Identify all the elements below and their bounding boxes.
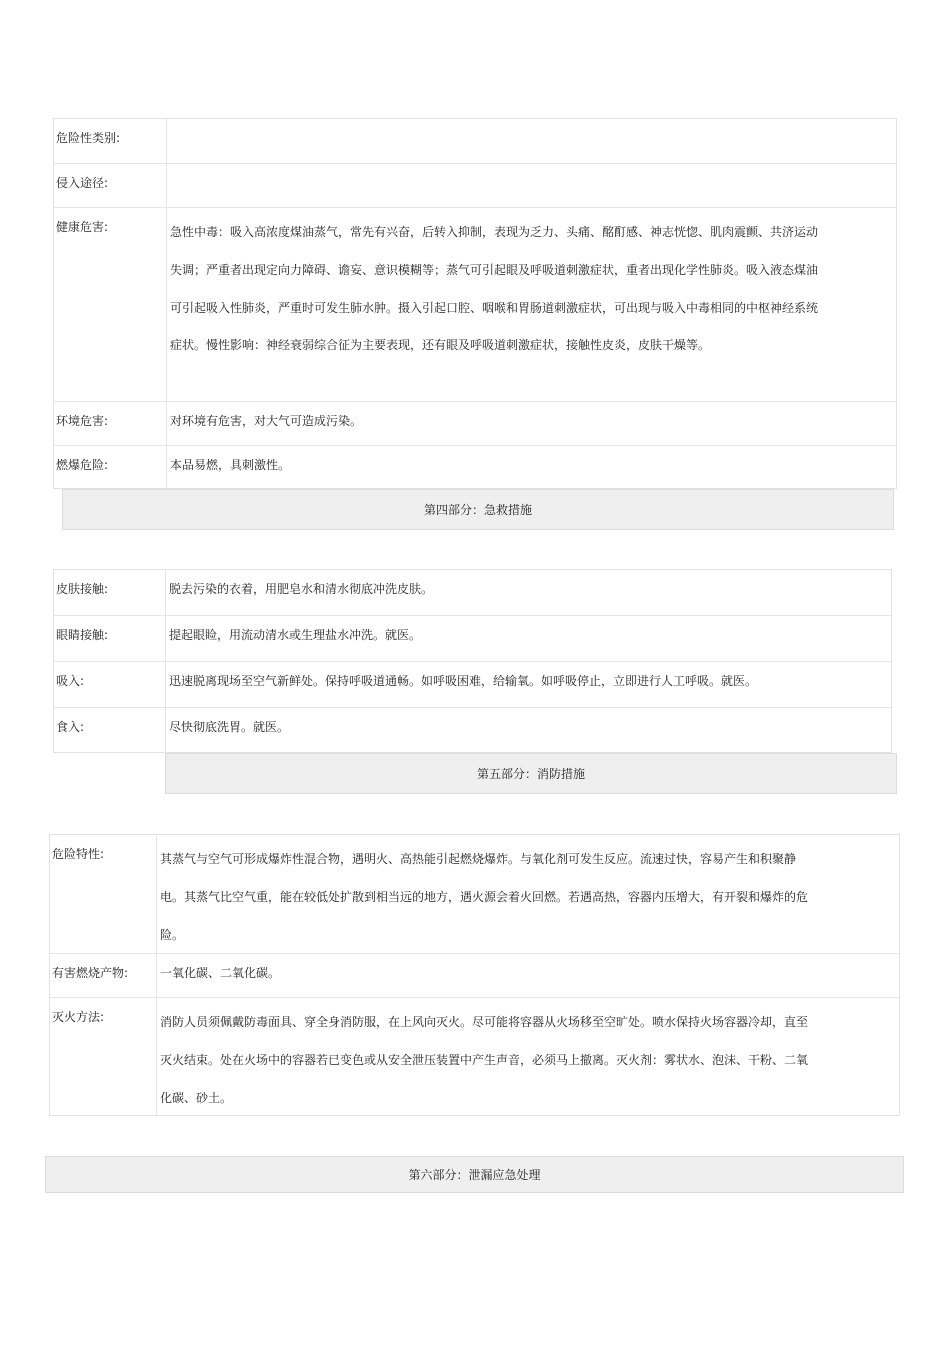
- table-row: [54, 616, 891, 662]
- row-value: 对环境有危害，对大气可造成污染。: [170, 414, 363, 428]
- row-label: 健康危害:: [54, 208, 167, 401]
- row-value: [167, 119, 896, 163]
- row-value: 急性中毒：吸入高浓度煤油蒸气，常先有兴奋，后转入抑制，表现为乏力、头痛、酩酊感、神志恍惚、肌肉震颤、共济运动失调；严重者出现定向力障碍、谵妄、意识模糊等；蒸气可引起眼及呼吸道刺激症状，重者出现化学性肺炎。吸入液态煤油可引起吸入性肺炎，严重时可发生肺水肿。摄入引起口腔、咽喉和胃肠道刺激症状，可出现与吸入中毒相同的中枢神经系统症状。慢性影响：神经衰弱综合征为主要表现，还有眼及呼吸道刺激症状，接触性皮炎，皮肤干燥等。: [170, 225, 819, 353]
- row-value: 消防人员须佩戴防毒面具、穿全身消防服，在上风向灭火。尽可能将容器从火场移至空旷处。喷水保持火场容器冷却，直至灭火结束。处在火场中的容器若已变色或从安全泄压装置中产生声音，必须马上撤离。灭火剂：雾状水、泡沫、干粉、二氧化碳、砂土。: [160, 1015, 809, 1105]
- table-row: [54, 662, 891, 708]
- row-value: 其蒸气与空气可形成爆炸性混合物，遇明火、高热能引起燃烧爆炸。与氧化剂可发生反应。流速过快，容易产生和积聚静电。其蒸气比空气重，能在较低处扩散到相当远的地方，遇火源会着火回燃。若遇高热，容器内压增大，有开裂和爆炸的危险。: [160, 852, 809, 942]
- row-label: 危险特性:: [50, 835, 157, 953]
- row-label: 有害燃烧产物:: [50, 954, 157, 997]
- row-label: 眼睛接触:: [54, 616, 166, 661]
- first-aid-table: [53, 569, 892, 753]
- row-value: [167, 164, 896, 207]
- table-row: [54, 119, 896, 164]
- table-row: [50, 954, 899, 998]
- row-label: 灭火方法:: [50, 998, 157, 1117]
- fire-fighting-table: [49, 834, 900, 1116]
- hazard-table: [53, 118, 897, 489]
- section-heading: [62, 489, 894, 530]
- row-label: 燃爆危险:: [54, 446, 167, 490]
- row-label: 危险性类别:: [54, 119, 167, 163]
- table-row: [54, 164, 896, 208]
- row-value: 一氧化碳、二氧化碳。: [160, 966, 281, 980]
- table-row: [54, 446, 896, 490]
- table-row: [54, 708, 891, 754]
- table-row: [54, 402, 896, 446]
- row-label: 环境危害:: [54, 402, 167, 445]
- table-row: [54, 208, 896, 402]
- row-value: 尽快彻底洗胃。就医。: [169, 720, 290, 734]
- row-label: 吸入:: [54, 662, 166, 707]
- row-label: 皮肤接触:: [54, 570, 166, 615]
- row-value: 迅速脱离现场至空气新鲜处。保持呼吸道通畅。如呼吸困难，给输氧。如呼吸停止，立即进行人工呼吸。就医。: [169, 674, 758, 688]
- row-label: 食入:: [54, 708, 166, 754]
- row-value: 提起眼睑，用流动清水或生理盐水冲洗。就医。: [169, 628, 422, 642]
- section-heading: [165, 753, 897, 794]
- table-row: [54, 570, 891, 616]
- row-label: 侵入途径:: [54, 164, 167, 207]
- section-heading-text: 第六部分：泄漏应急处理: [408, 1168, 541, 1182]
- row-value: 脱去污染的衣着，用肥皂水和清水彻底冲洗皮肤。: [169, 582, 434, 596]
- section-heading-text: 第四部分：急救措施: [423, 503, 532, 517]
- row-value: 本品易燃，具刺激性。: [170, 458, 291, 472]
- table-row: [50, 998, 899, 1117]
- table-row: [50, 835, 899, 954]
- section-heading-text: 第五部分：消防措施: [476, 767, 585, 781]
- section-heading: [45, 1156, 904, 1193]
